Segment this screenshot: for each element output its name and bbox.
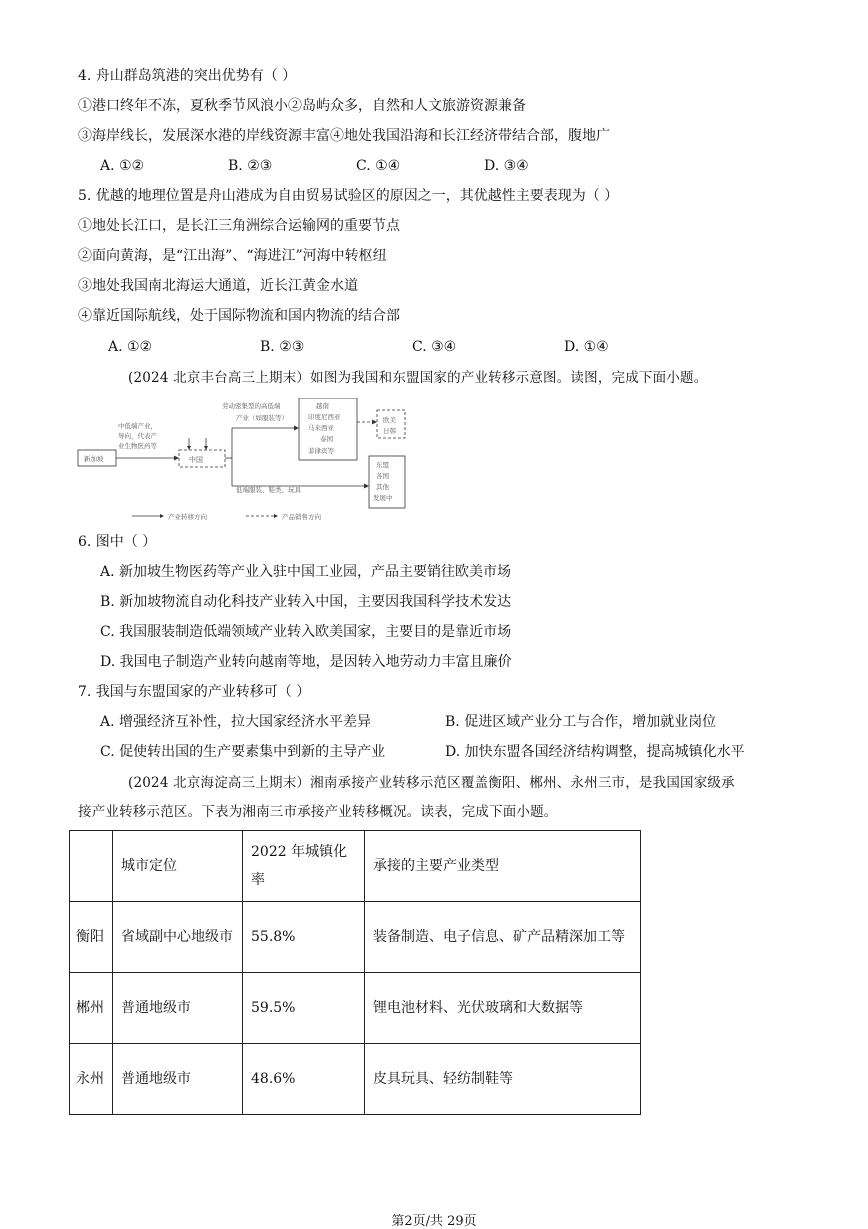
table-row [70, 973, 641, 1044]
q6-option-c[interactable]: C. 我国服装制造低端领域产业转入欧美国家，主要目的是靠近市场 [100, 624, 512, 640]
diagram-others-1: 东盟 [376, 461, 389, 469]
q5-statement-2: ②面向黄海，是“江出海”、“海进江”河海中转枢纽 [78, 248, 387, 264]
q6-option-b[interactable]: B. 新加坡物流自动化科技产业转入中国，主要因我国科学技术发达 [100, 594, 512, 610]
q6-option-a[interactable]: A. 新加坡生物医药等产业入驻中国工业园，产品主要销往欧美市场 [100, 564, 512, 580]
diagram-top-label-1: 劳动密集型的高低端 [222, 402, 281, 410]
q5-option-a[interactable]: A. ①② [108, 339, 153, 355]
table-cell-rate: 59.5% [243, 973, 365, 1044]
diagram-asean-5: 菲律宾等 [308, 447, 334, 455]
q7-option-c[interactable]: C. 促使转出国的生产要素集中到新的主导产业 [100, 744, 386, 760]
table-row [70, 902, 641, 973]
q6-option-d[interactable]: D. 我国电子制造产业转向越南等地，是因转入地劳动力丰富且廉价 [100, 654, 512, 670]
table-row [70, 1044, 641, 1115]
diagram-far-right-2: 日韩 [383, 427, 396, 435]
q5-statement-4: ④靠近国际航线，处于国际物流和国内物流的结合部 [78, 308, 400, 324]
table-cell-industry: 皮具玩具、轻纺制鞋等 [365, 1044, 641, 1115]
diagram-asean-2: 印度尼西亚 [308, 413, 341, 421]
table-cell-position: 省域副中心地级市 [113, 902, 243, 973]
q7-stem: 7. 我国与东盟国家的产业转移可（ ） [78, 684, 311, 700]
city-table [69, 830, 641, 1115]
diagram-left-label-3: 业生物医药等 [118, 442, 157, 450]
table-header-cell [70, 831, 113, 902]
q4-statement-1: ①港口终年不冻，夏秋季节风浪小②岛屿众多，自然和人文旅游资源兼备 [78, 98, 526, 114]
table-cell-city: 永州 [70, 1044, 113, 1115]
diagram-others-3: 其他 [376, 483, 389, 491]
q4-option-d[interactable]: D. ③④ [484, 158, 529, 174]
diagram-asean-3: 马来西亚 [308, 424, 334, 432]
q5-option-d[interactable]: D. ①④ [564, 339, 609, 355]
q4-option-b[interactable]: B. ②③ [228, 158, 273, 174]
intro-haidian-1: (2024 北京海淀高三上期末）湘南承接产业转移示范区覆盖衡阳、郴州、永州三市，是我国国家级承 [128, 775, 735, 791]
q4-option-c[interactable]: C. ①④ [356, 158, 401, 174]
q4-options [100, 157, 612, 175]
q7-option-b[interactable]: B. 促进区域产业分工与合作，增加就业岗位 [445, 714, 717, 730]
table-cell-city: 衡阳 [70, 902, 113, 973]
diagram-others-4: 发展中 [373, 494, 393, 502]
diagram-asean-1: 越南 [316, 402, 329, 410]
legend-dashed-label: 产品销售方向 [282, 513, 321, 521]
q7-option-a[interactable]: A. 增强经济互补性，拉大国家经济水平差异 [100, 714, 372, 730]
intro-fengtai: (2024 北京丰台高三上期末）如图为我国和东盟国家的产业转移示意图。读图，完成下面小题。 [128, 370, 708, 386]
industry-transfer-diagram [76, 398, 416, 522]
table-cell-industry: 锂电池材料、光伏玻璃和大数据等 [365, 973, 641, 1044]
diagram-text-china: 中国 [189, 456, 203, 464]
diagram-text-singapore: 新加坡 [84, 455, 104, 463]
diagram-top-label-2: 产业（如服装等） [236, 414, 288, 422]
table-cell-industry: 装备制造、电子信息、矿产品精深加工等 [365, 902, 641, 973]
table-header-cell: 2022 年城镇化率 [243, 831, 365, 902]
q5-options [108, 338, 716, 356]
q4-option-a[interactable]: A. ①② [100, 158, 145, 174]
q5-statement-1: ①地处长江口，是长江三角洲综合运输网的重要节点 [78, 218, 400, 234]
table-cell-position: 普通地级市 [113, 973, 243, 1044]
q7-option-d[interactable]: D. 加快东盟各国经济结构调整，提高城镇化水平 [445, 744, 745, 760]
page-footer: 第2页/共 29页 [391, 1214, 477, 1229]
diagram-bottom-label: 低端服装、鞋类、玩具 [236, 486, 301, 494]
q4-statement-2: ③海岸线长，发展深水港的岸线资源丰富④地处我国沿海和长江经济带结合部，腹地广 [78, 128, 610, 144]
q6-stem: 6. 图中（ ） [78, 534, 157, 550]
q5-option-c[interactable]: C. ③④ [412, 339, 457, 355]
diagram-left-label-2: 导向，代表产 [118, 432, 157, 440]
q5-stem: 5. 优越的地理位置是舟山港成为自由贸易试验区的原因之一，其优越性主要表现为（ ） [78, 188, 619, 204]
table-cell-position: 普通地级市 [113, 1044, 243, 1115]
diagram-asean-4: 泰国 [320, 435, 333, 443]
diagram-far-right-1: 欧美 [383, 416, 396, 424]
q4-stem: 4. 舟山群岛筑港的突出优势有（ ） [78, 68, 297, 84]
table-header-cell: 城市定位 [113, 831, 243, 902]
table-header-cell: 承接的主要产业类型 [365, 831, 641, 902]
table-cell-rate: 48.6% [243, 1044, 365, 1115]
q5-option-b[interactable]: B. ②③ [260, 339, 305, 355]
q5-statement-3: ③地处我国南北海运大通道，近长江黄金水道 [78, 278, 358, 294]
diagram-left-label-1: 中低端产业， [118, 422, 157, 430]
intro-haidian-2: 接产业转移示范区。下表为湘南三市承接产业转移概况。读表，完成下面小题。 [78, 804, 558, 820]
legend-solid-label: 产业转移方向 [168, 513, 207, 521]
table-header-row [70, 831, 641, 902]
diagram-others-2: 各国 [376, 472, 389, 480]
table-cell-city: 郴州 [70, 973, 113, 1044]
table-cell-rate: 55.8% [243, 902, 365, 973]
